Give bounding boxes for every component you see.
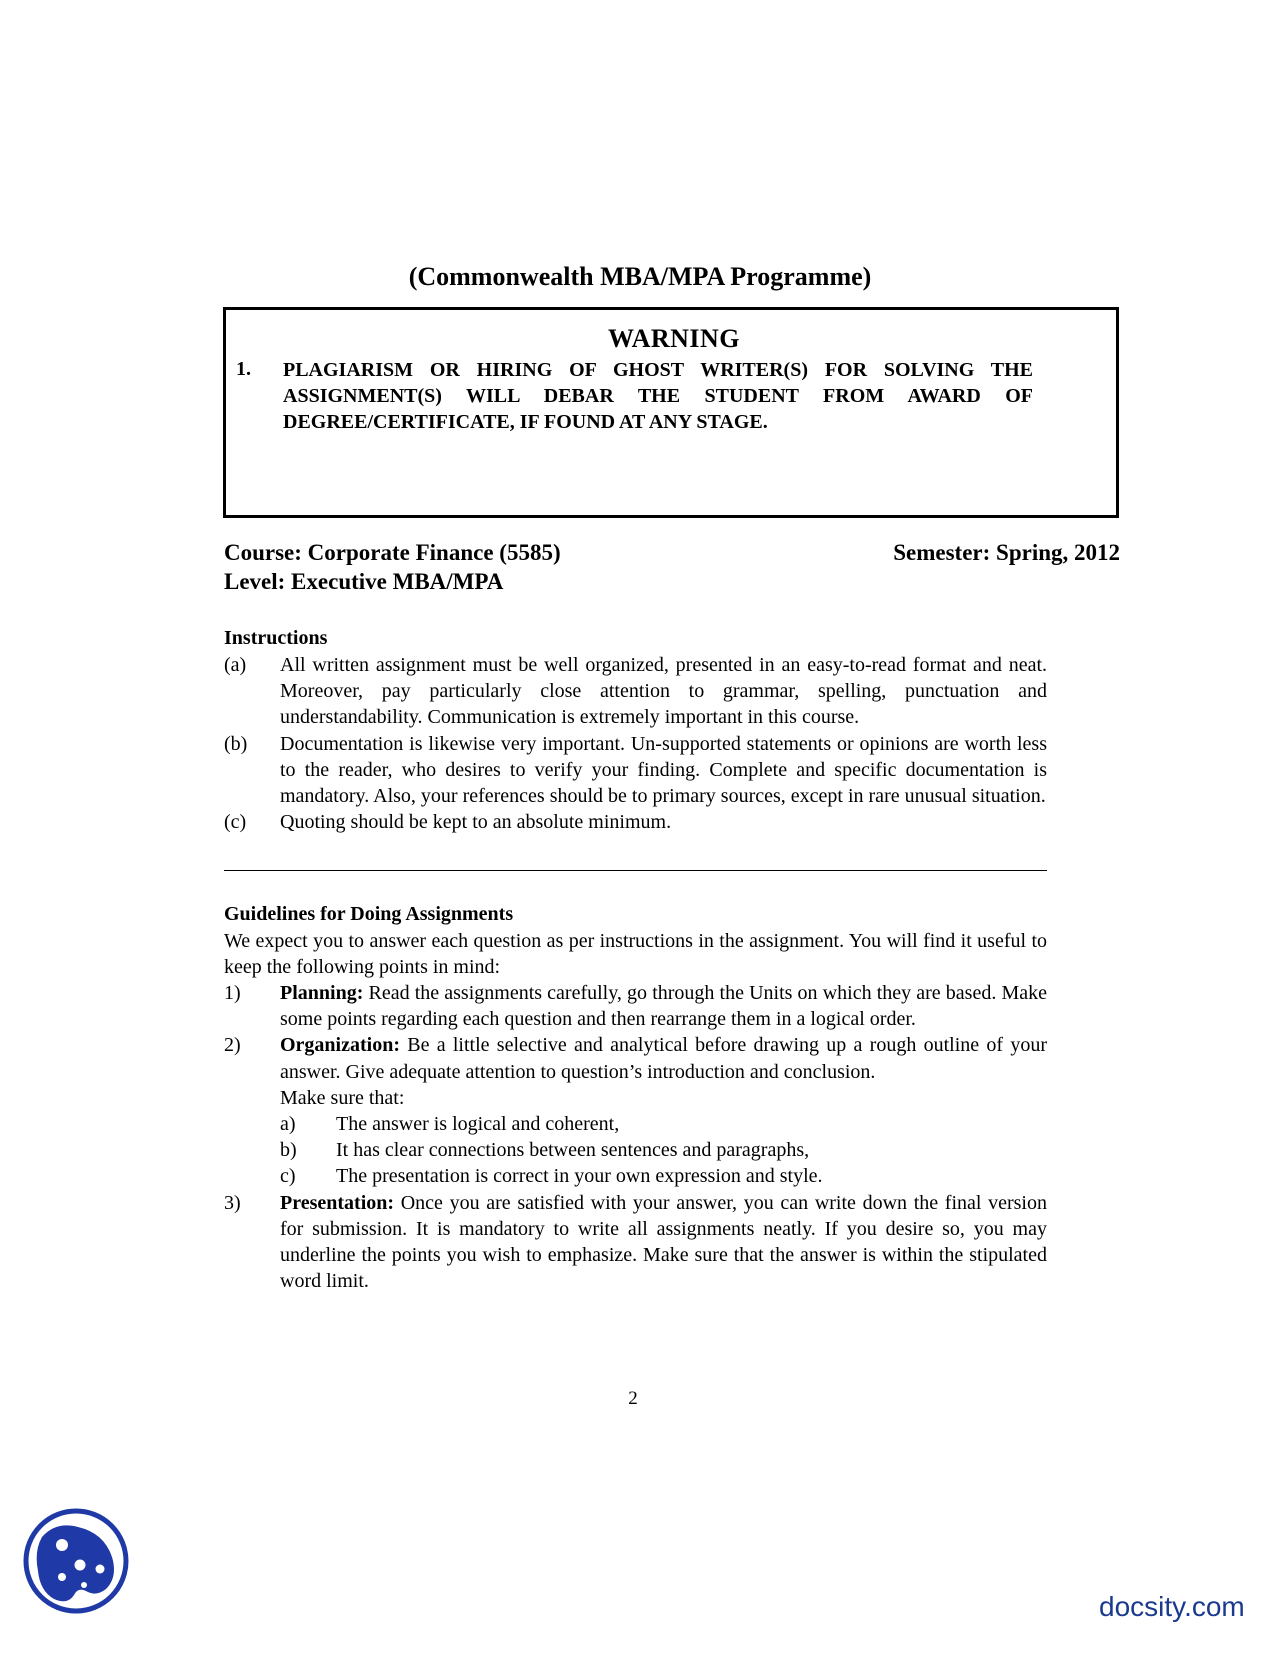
guidelines-heading: Guidelines for Doing Assignments [224, 903, 514, 925]
list-item-text: Quoting should be kept to an absolute minimum. [280, 811, 672, 834]
sub-list-item-marker: a) [280, 1113, 296, 1136]
course-label: Course: Corporate Finance (5585) [224, 540, 561, 565]
list-item-label: Planning: [280, 982, 364, 1004]
instructions-heading: Instructions [224, 627, 328, 649]
list-item-label: Presentation: [280, 1191, 395, 1214]
make-sure-text: Make sure that: [280, 1086, 405, 1109]
list-item-marker: (b) [224, 732, 248, 755]
list-item [224, 980, 1047, 1032]
list-item-marker: (a) [224, 654, 247, 676]
semester-label: Semester: Spring, 2012 [893, 540, 1120, 565]
sub-list-item-text: The answer is logical and coherent, [336, 1113, 620, 1136]
list-item [224, 731, 1047, 810]
list-item-marker: 1) [224, 982, 241, 1004]
instructions-list [224, 652, 1047, 835]
list-item-text: Read the assignments carefully, go through the Units on which they are based. Make some points regarding each question and then rearrange them in a logical order. [280, 982, 1047, 1031]
warning-item-text: PLAGIARISM OR HIRING OF GHOST WRITER(S) FOR SOLVING THE ASSIGNMENT(S) WILL DEBAR THE STUDENT FROM AWARD OF DEGREE/CERTIFICATE, IF FOUND AT ANY STAGE. [283, 359, 1033, 433]
section-divider [224, 870, 1047, 871]
guidelines-list [224, 980, 1047, 1294]
list-item [224, 652, 1047, 731]
list-item-text: Be a little selective and analytical before drawing up a rough outline of your answer. Give adequate attention to question’s introduction and conclusion. [280, 1034, 1047, 1083]
warning-title: WARNING [607, 324, 741, 353]
sub-list-item [280, 1111, 1047, 1137]
sub-list-item-marker: b) [280, 1139, 297, 1162]
list-item-label: Organization: [280, 1034, 400, 1057]
list-item-marker: 2) [224, 1034, 241, 1057]
sub-list-item-marker: c) [280, 1165, 296, 1188]
warning-item-number: 1. [236, 358, 251, 380]
sub-list-item-text: It has clear connections between sentences and paragraphs, [336, 1139, 810, 1162]
warning-box [223, 307, 1119, 518]
docsity-brand-link[interactable]: docsity.com [1099, 1591, 1245, 1622]
sub-list-item [280, 1137, 1047, 1163]
list-item-text: All written assignment must be well organized, presented in an easy-to-read format and neat. Moreover, pay particularly close attention to grammar, spelling, punctuation and understandability. Communication is extremely important in this course. [280, 654, 1047, 729]
list-item-marker: (c) [224, 811, 247, 834]
page-number: 2 [628, 1388, 638, 1409]
course-row [224, 540, 1120, 566]
sub-list-item [280, 1163, 1047, 1189]
sub-list-item-text: The presentation is correct in your own expression and style. [336, 1165, 823, 1188]
list-item-text: Documentation is likewise very important. Un-supported statements or opinions are worth less to the reader, who desires to verify your finding. Complete and specific documentation is mandatory. Also, your references should be to primary sources, except in rare unusual situation. [280, 732, 1047, 808]
list-item [224, 809, 1047, 835]
list-item [224, 1032, 1047, 1189]
list-item-text: Once you are satisfied with your answer, you can write down the final version for submission. It is mandatory to write all assignments neatly. If you desire so, you may underline the points you wish to emphasize. Make sure that the answer is within the stipulated word limit. [280, 1191, 1047, 1293]
list-item-marker: 3) [224, 1191, 241, 1214]
level-label: Level: Executive MBA/MPA [224, 569, 504, 594]
guidelines-intro: We expect you to answer each question as per instructions in the assignment. You will find it useful to keep the following points in mind: [224, 930, 1047, 979]
docsity-logo-icon[interactable] [22, 1507, 130, 1615]
list-item [224, 1190, 1047, 1295]
programme-title: (Commonwealth MBA/MPA Programme) [408, 262, 872, 291]
